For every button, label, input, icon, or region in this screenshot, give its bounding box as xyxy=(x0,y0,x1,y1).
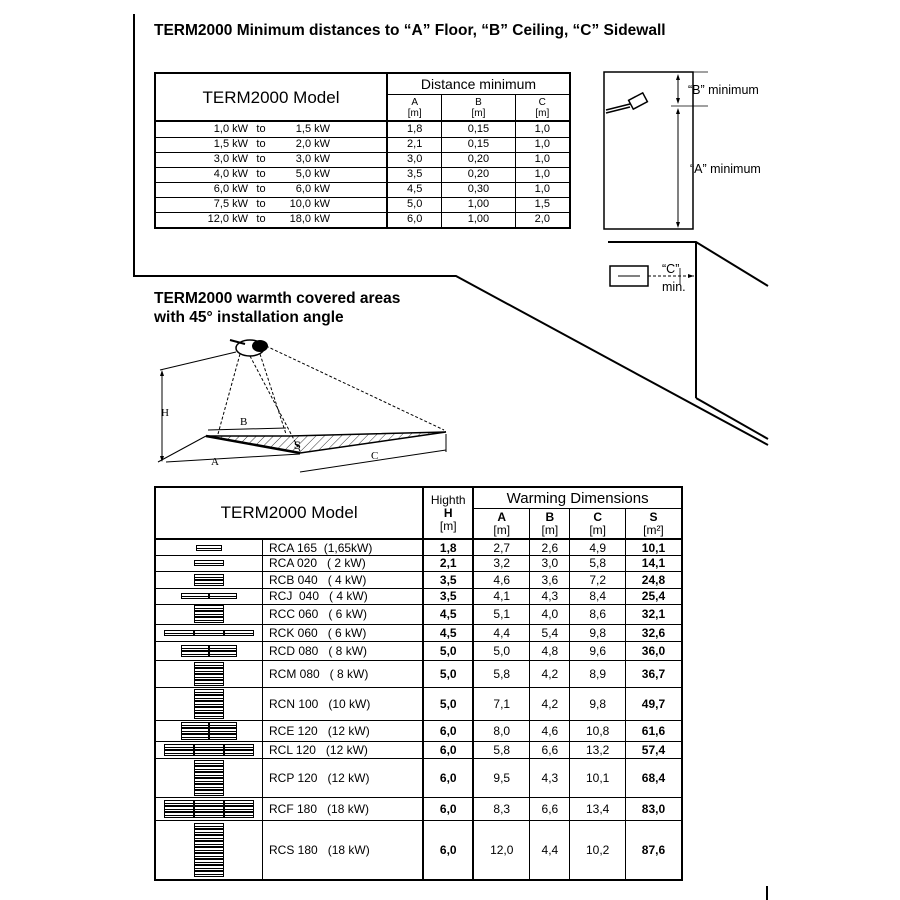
warm-row-b: 4,6 xyxy=(530,720,570,741)
warm-row-model: RCJ 040 ( 4 kW) xyxy=(263,588,424,604)
h-label: H xyxy=(161,407,169,419)
warm-row xyxy=(155,588,682,604)
dist-row-from: 7,5 kW xyxy=(213,198,248,211)
distance-table xyxy=(154,72,571,229)
heater-3x1-icon xyxy=(155,624,263,641)
warm-row-c: 8,6 xyxy=(570,604,625,624)
warm-row-h: 5,0 xyxy=(423,641,473,660)
heater-icon xyxy=(606,93,647,113)
dist-row-from: 1,0 kW xyxy=(213,122,248,135)
warm-col-a: A [m] xyxy=(473,509,530,540)
dist-row-b: 0,30 xyxy=(442,182,515,197)
warm-row-h: 2,1 xyxy=(423,555,473,571)
warm-row-h: 6,0 xyxy=(423,720,473,741)
warm-row-h: 6,0 xyxy=(423,798,473,821)
dist-row-b: 0,15 xyxy=(442,137,515,152)
warm-row-s: 32,1 xyxy=(625,604,682,624)
warmth-title-line1: TERM2000 warmth covered areas xyxy=(154,290,401,307)
dist-row-a: 3,0 xyxy=(387,152,442,167)
heater-2x1-icon xyxy=(155,588,263,604)
warmth-table xyxy=(154,486,683,881)
warm-row-s: 87,6 xyxy=(625,821,682,880)
warm-row-h: 6,0 xyxy=(423,758,473,797)
heater-1x1-icon xyxy=(155,555,263,571)
dist-row xyxy=(155,137,570,152)
warm-row xyxy=(155,604,682,624)
dist-row-b: 1,00 xyxy=(442,212,515,228)
dist-row-c: 2,0 xyxy=(515,212,570,228)
dist-row-to: to xyxy=(256,198,266,211)
s-label: S xyxy=(294,438,301,452)
heater-1x6-icon xyxy=(155,758,263,797)
warm-row-b: 4,3 xyxy=(530,588,570,604)
warm-row xyxy=(155,758,682,797)
dist-row-a: 2,1 xyxy=(387,137,442,152)
dist-row-b: 0,20 xyxy=(442,152,515,167)
dist-row-a: 5,0 xyxy=(387,197,442,212)
warm-row-s: 83,0 xyxy=(625,798,682,821)
dist-row-c: 1,0 xyxy=(515,121,570,137)
warm-row-s: 25,4 xyxy=(625,588,682,604)
heater-1x9-icon xyxy=(155,821,263,880)
warm-row xyxy=(155,821,682,880)
warm-row xyxy=(155,687,682,720)
dist-row-model xyxy=(155,197,387,212)
warm-row-model: RCP 120 (12 kW) xyxy=(263,758,424,797)
b-minimum-label: “B” minimum xyxy=(688,83,759,97)
dist-row-a: 1,8 xyxy=(387,121,442,137)
warm-row-c: 8,4 xyxy=(570,588,625,604)
warm-row-s: 14,1 xyxy=(625,555,682,571)
warm-model-header: TERM2000 Model xyxy=(155,487,423,539)
warm-row-a: 8,0 xyxy=(473,720,530,741)
warm-row-s: 10,1 xyxy=(625,539,682,555)
dist-row-upto: 5,0 kW xyxy=(295,168,330,181)
c-min-label: min. xyxy=(662,280,686,294)
warm-row-b: 3,6 xyxy=(530,571,570,588)
dist-row xyxy=(155,212,570,228)
warmth-diagram xyxy=(150,330,460,480)
warm-row-s: 36,0 xyxy=(625,641,682,660)
dist-row-b: 0,20 xyxy=(442,167,515,182)
dist-row-model xyxy=(155,182,387,197)
warm-row-b: 4,8 xyxy=(530,641,570,660)
warm-row xyxy=(155,641,682,660)
dist-group-header: Distance minimum xyxy=(387,73,570,95)
room-outline xyxy=(604,72,693,229)
dist-row-upto: 18,0 kW xyxy=(289,213,330,226)
heater-1x1-small-icon xyxy=(155,539,263,555)
dist-row-a: 6,0 xyxy=(387,212,442,228)
warm-row-model: RCM 080 ( 8 kW) xyxy=(263,661,424,688)
dist-row-from: 12,0 kW xyxy=(207,213,248,226)
heater-2x2-icon xyxy=(155,641,263,660)
warm-col-c: C [m] xyxy=(570,509,625,540)
warm-row-model: RCB 040 ( 4 kW) xyxy=(263,571,424,588)
warm-row-s: 49,7 xyxy=(625,687,682,720)
b-label: B xyxy=(240,416,248,428)
dist-col-c: C [m] xyxy=(515,95,570,122)
dist-row-to: to xyxy=(256,138,266,151)
dist-row xyxy=(155,182,570,197)
warm-row-h: 4,5 xyxy=(423,604,473,624)
warm-row-c: 8,9 xyxy=(570,661,625,688)
dist-model-header: TERM2000 Model xyxy=(155,73,387,121)
warm-row-h: 5,0 xyxy=(423,687,473,720)
warm-row-h: 3,5 xyxy=(423,571,473,588)
warm-col-b: B [m] xyxy=(530,509,570,540)
dist-row-to: to xyxy=(256,183,266,196)
dist-row-from: 6,0 kW xyxy=(213,183,248,196)
warm-row-b: 5,4 xyxy=(530,624,570,641)
warm-row-s: 61,6 xyxy=(625,720,682,741)
warm-row-b: 4,3 xyxy=(530,758,570,797)
warm-row-s: 32,6 xyxy=(625,624,682,641)
dist-row-upto: 2,0 kW xyxy=(295,138,330,151)
dist-row-c: 1,0 xyxy=(515,152,570,167)
warm-row-c: 5,8 xyxy=(570,555,625,571)
dist-row-b: 1,00 xyxy=(442,197,515,212)
a-label: A xyxy=(211,456,219,468)
dist-row-c: 1,5 xyxy=(515,197,570,212)
dist-row-to: to xyxy=(256,168,266,181)
warm-row-a: 7,1 xyxy=(473,687,530,720)
warm-row xyxy=(155,624,682,641)
dist-row xyxy=(155,121,570,137)
dist-row-upto: 6,0 kW xyxy=(295,183,330,196)
dist-row-from: 3,0 kW xyxy=(213,153,248,166)
warm-row-h: 4,5 xyxy=(423,624,473,641)
distance-diagram xyxy=(596,66,900,446)
warm-row-s: 68,4 xyxy=(625,758,682,797)
warm-row-b: 4,2 xyxy=(530,661,570,688)
warm-row xyxy=(155,571,682,588)
heater-3x3-icon xyxy=(155,798,263,821)
warm-row-a: 5,8 xyxy=(473,661,530,688)
warm-row-h: 6,0 xyxy=(423,821,473,880)
warm-row-model: RCS 180 (18 kW) xyxy=(263,821,424,880)
dist-row-to: to xyxy=(256,213,266,226)
warm-row-c: 9,8 xyxy=(570,687,625,720)
heater-icon xyxy=(230,340,268,356)
a-minimum-label: “A” minimum xyxy=(690,162,761,176)
warm-row-a: 8,3 xyxy=(473,798,530,821)
warm-row-c: 13,4 xyxy=(570,798,625,821)
distances-title: TERM2000 Minimum distances to “A” Floor, “B” Ceiling, “C” Sidewall xyxy=(154,22,666,39)
heater-1x4-icon xyxy=(155,661,263,688)
heater-2x3-icon xyxy=(155,720,263,741)
warm-row-h: 1,8 xyxy=(423,539,473,555)
heater-1x2-icon xyxy=(155,571,263,588)
dist-row-c: 1,0 xyxy=(515,167,570,182)
heater-3x2-icon xyxy=(155,741,263,758)
warm-row-c: 13,2 xyxy=(570,741,625,758)
dist-row xyxy=(155,152,570,167)
warm-row-model: RCL 120 (12 kW) xyxy=(263,741,424,758)
warm-row-model: RCF 180 (18 kW) xyxy=(263,798,424,821)
warm-row-c: 10,1 xyxy=(570,758,625,797)
warm-row-a: 4,4 xyxy=(473,624,530,641)
warm-row-b: 2,6 xyxy=(530,539,570,555)
warm-row-a: 2,7 xyxy=(473,539,530,555)
dist-row-b: 0,15 xyxy=(442,121,515,137)
warm-row-b: 4,0 xyxy=(530,604,570,624)
dist-row-to: to xyxy=(256,122,266,135)
dist-row-to: to xyxy=(256,153,266,166)
warm-row-a: 12,0 xyxy=(473,821,530,880)
dist-row-model xyxy=(155,137,387,152)
c-label-warmth: C xyxy=(371,450,379,462)
warm-row-a: 4,6 xyxy=(473,571,530,588)
warm-row-b: 6,6 xyxy=(530,798,570,821)
warm-row-c: 10,8 xyxy=(570,720,625,741)
warm-row-s: 24,8 xyxy=(625,571,682,588)
warm-row-a: 4,1 xyxy=(473,588,530,604)
dist-row-a: 4,5 xyxy=(387,182,442,197)
warm-row xyxy=(155,741,682,758)
dist-col-b: B [m] xyxy=(442,95,515,122)
dist-row-from: 4,0 kW xyxy=(213,168,248,181)
warm-row-model: RCC 060 ( 6 kW) xyxy=(263,604,424,624)
warm-row-model: RCD 080 ( 8 kW) xyxy=(263,641,424,660)
warm-row-a: 5,1 xyxy=(473,604,530,624)
dist-row-model xyxy=(155,152,387,167)
warm-group-header: Warming Dimensions xyxy=(473,487,682,509)
heater-1x5-icon xyxy=(155,687,263,720)
warm-row-model: RCA 165 (1,65kW) xyxy=(263,539,424,555)
warm-row-model: RCE 120 (12 kW) xyxy=(263,720,424,741)
warm-h-header: Highth H [m] xyxy=(423,487,473,539)
dist-row-upto: 10,0 kW xyxy=(289,198,330,211)
warm-row-s: 57,4 xyxy=(625,741,682,758)
dist-row-c: 1,0 xyxy=(515,137,570,152)
warm-row-b: 4,2 xyxy=(530,687,570,720)
warm-row xyxy=(155,661,682,688)
warm-col-s: S [m²] xyxy=(625,509,682,540)
warmth-title-line2: with 45° installation angle xyxy=(154,309,344,326)
dist-row-model xyxy=(155,212,387,228)
heater-1x3-icon xyxy=(155,604,263,624)
warm-row-c: 10,2 xyxy=(570,821,625,880)
warm-row-b: 6,6 xyxy=(530,741,570,758)
dist-row-a: 3,5 xyxy=(387,167,442,182)
warm-row xyxy=(155,555,682,571)
warm-row-a: 5,8 xyxy=(473,741,530,758)
warm-row-model: RCA 020 ( 2 kW) xyxy=(263,555,424,571)
warm-row-s: 36,7 xyxy=(625,661,682,688)
dist-row-model xyxy=(155,121,387,137)
warm-row xyxy=(155,720,682,741)
warm-row xyxy=(155,539,682,555)
dist-row-c: 1,0 xyxy=(515,182,570,197)
warm-row-c: 4,9 xyxy=(570,539,625,555)
warm-row-h: 6,0 xyxy=(423,741,473,758)
dist-row-model xyxy=(155,167,387,182)
warm-row-b: 3,0 xyxy=(530,555,570,571)
dist-row-upto: 3,0 kW xyxy=(295,153,330,166)
warm-row-c: 9,8 xyxy=(570,624,625,641)
warm-row-h: 3,5 xyxy=(423,588,473,604)
warm-row-c: 7,2 xyxy=(570,571,625,588)
dist-row-from: 1,5 kW xyxy=(213,138,248,151)
warm-row-model: RCN 100 (10 kW) xyxy=(263,687,424,720)
warm-row xyxy=(155,798,682,821)
dist-row-upto: 1,5 kW xyxy=(295,122,330,135)
c-label: “C” xyxy=(662,262,680,276)
dist-col-a: A [m] xyxy=(387,95,442,122)
warm-row-a: 3,2 xyxy=(473,555,530,571)
warm-row-b: 4,4 xyxy=(530,821,570,880)
dist-row xyxy=(155,197,570,212)
warm-row-model: RCK 060 ( 6 kW) xyxy=(263,624,424,641)
warm-row-a: 9,5 xyxy=(473,758,530,797)
warm-row-c: 9,6 xyxy=(570,641,625,660)
warm-row-h: 5,0 xyxy=(423,661,473,688)
dist-row xyxy=(155,167,570,182)
warm-row-a: 5,0 xyxy=(473,641,530,660)
